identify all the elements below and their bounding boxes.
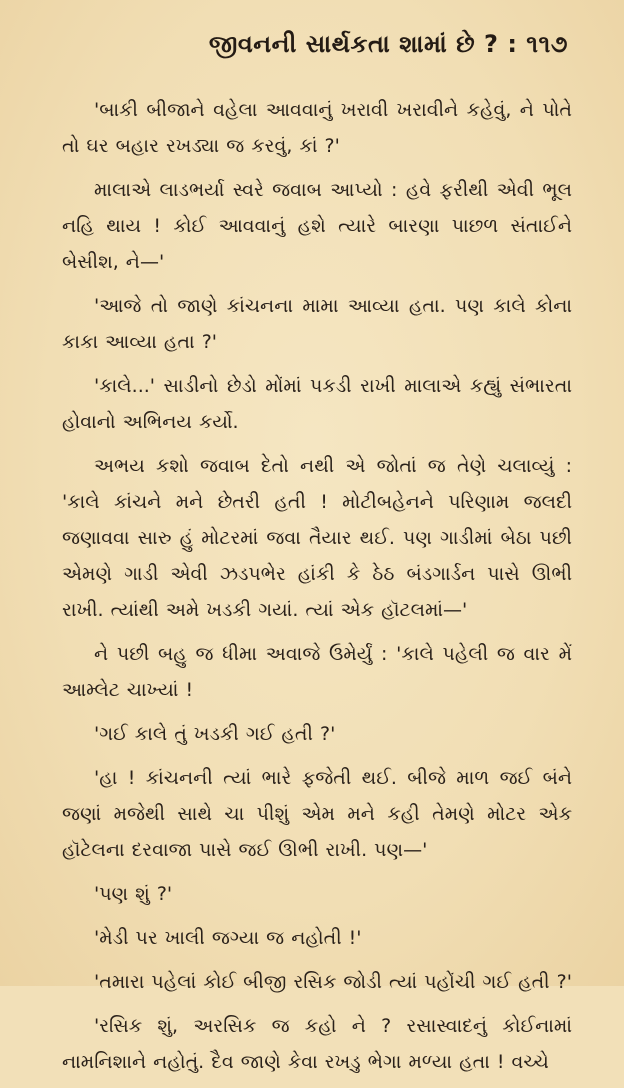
- paragraph: ને પછી બહુ જ ધીમા અવાજે ઉમેર્યું : 'કાલે પહેલી જ વાર મેં આમ્લેટ ચાખ્યાં !: [62, 643, 572, 701]
- paragraph: 'ગઈ કાલે તું ખડકી ગઈ હતી ?': [94, 723, 336, 745]
- paragraph: 'રસિક શું, અરસિક જ કહો ને ? રસાસ્વાદનું કોઈનામાં નામનિશાને નહોતું. દૈવ જાણે કેવા રખડુ ભેગા મળ્યા હતા ! વચ્ચે: [62, 1015, 572, 1073]
- paragraph: માલાએ લાડભર્યા સ્વરે જવાબ આપ્યો : હવે ફરીથી એવી ભૂલ નહિ થાય ! કોઈ આવવાનું હશે ત્યારે બારણા પાછળ સંતાઈને બેસીશ, ને—': [62, 179, 572, 273]
- paragraph: 'તમારા પહેલાં કોઈ બીજી રસિક જોડી ત્યાં પહોંચી ગઈ હતી ?': [94, 971, 572, 993]
- paragraph: 'આજે તો જાણે કાંચનના મામા આવ્યા હતા. પણ કાલે કોના કાકા આવ્યા હતા ?': [62, 295, 572, 353]
- paragraph: 'હા ! કાંચનની ત્યાં ભારે ફજેતી થઈ. બીજે માળ જઈ બંને જણાં મજેથી સાથે ચા પીશું એમ મને કહી તેમણે મોટર એક હૉટેલના દરવાજા પાસે જઈ ઊભી રાખી. પણ—': [62, 767, 572, 861]
- body-text: [62, 92, 572, 1088]
- paragraph: 'કાલે...' સાડીનો છેડો મોંમાં પકડી રાખી માલાએ કહ્યું સંભારતા હોવાનો અભિનય કર્યો.: [62, 375, 572, 433]
- paragraph: 'મેડી પર ખાલી જગ્યા જ નહોતી !': [94, 927, 362, 949]
- paragraph: અભય કશો જવાબ દેતો નથી એ જોતાં જ તેણે ચલાવ્યું : 'કાલે કાંચને મને છેતરી હતી ! મોટીબહેનને પરિણામ જલદી જણાવવા સારુ હું મોટરમાં જવા તૈયાર થઈ. પણ ગાડીમાં બેઠા પછી એમણે ગાડી એવી ઝડપભેર હાંકી કે ઠેઠ બંડગાર્ડન પાસે ઊભી રાખી. ત્યાંથી અમે ખડકી ગયાં. ત્યાં એક હૉટલમાં—': [62, 455, 572, 621]
- paragraph: 'બાકી બીજાને વહેલા આવવાનું ખરાવી ખરાવીને કહેવું, ને પોતે તો ઘર બહાર રખડ્યા જ કરવું, કાં ?': [62, 99, 572, 157]
- running-head: જીવનની સાર્થકતા શામાં છે ? : ૧૧૭: [208, 30, 568, 58]
- paragraph: 'પણ શું ?': [94, 883, 173, 905]
